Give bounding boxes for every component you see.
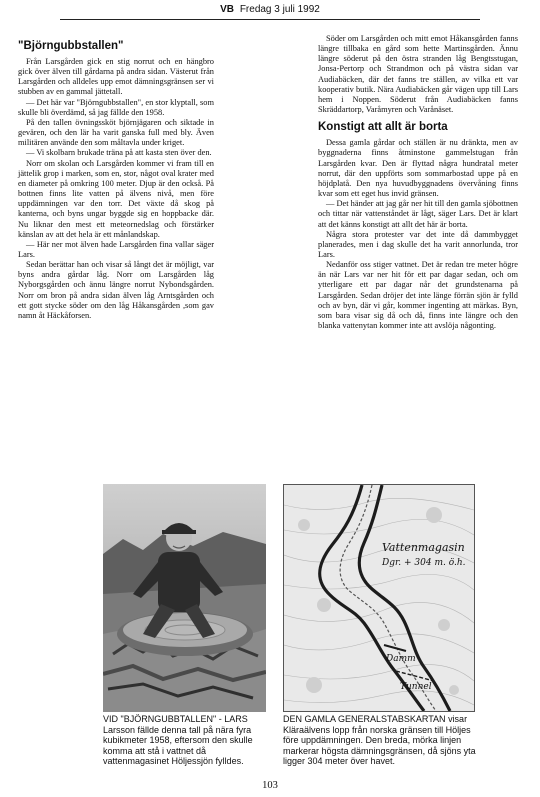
article-paragraph: Nedanför oss stiger vattnet. Det är redan tre meter högre än när Lars var ner hit för ett par dagar sedan, och om ytterligare ett par dagar når det grundstenarna på Larsgården. Sedan dröjer det inte länge förrän sjön är fylld och av byn, där vi går, kommer ingenting att märkas. Byn, som bara visar sig då och då, finns inte längre och den blanka vattenytan kommer inte att avslöja någonting. [318, 260, 518, 331]
article-paragraph: — Vi skolbarn brukade träna på att kasta sten över den. [26, 148, 212, 158]
article-title-konstigt: Konstigt att allt är borta [318, 121, 448, 134]
article-paragraph: Från Larsgården gick en stig norrut och en hängbro gick över älven till gårdarna på andra sidan. Västerut från Larsgården och alldeles upp emot dämningsgränsen ser vi stubben av en gammal jättetall. [18, 57, 214, 97]
article-paragraph: — Här ner mot älven hade Larsgården fina vallar säger Lars. [18, 239, 214, 259]
article-paragraph: Norr om skolan och Larsgården kommer vi fram till en jättelik grop i marken, som en, stor, något oval krater med en diameter på omkring 100 meter. Djup är den också. På bottnen finns lite vatten på älvens nivå, men före uppdämningen var den torr. Det växte då skog på kanterna, och byns ungar byggde sig en hoppbacke där. Nu liknar den mest ett meteornedslag och förstärker känslan av att det hela är ett månlandskap. [18, 158, 214, 239]
caption-right-lead: DEN GAMLA GENERALSTABSKARTAN [283, 714, 446, 724]
article-paragraph: — Det händer att jag går ner hit till den gamla sjöbottnen och tittar när vattenståndet är lågt, säger Lars. Det är klart att det känns konstigt att allt det här är borta. [318, 199, 518, 229]
caption-left-text: Larsson fällde denna tall på nära fyra kubikmeter 1958, eftersom den skulle komma att stå i vattnet då vattenmagasinet Höljessjön fylldes. [103, 724, 253, 767]
caption-right-text: visar Kläraälvens lopp från norska gränsen till Höljes före uppdämningen. Den breda, mörka linjen markerar högsta dämningsgränsen, då sjöns yta ligger 304 meter över havet. [283, 714, 476, 767]
caption-left-lead: VID "BJÖRNGUBBTALLEN" - LARS [103, 714, 248, 724]
header-divider [60, 19, 480, 20]
page-header [0, 4, 540, 16]
article-paragraph: Dessa gamla gårdar och ställen är nu dränkta, men av byggnaderna finns åtminstone gammelstugan från Larsgården kvar. Den är flyttad några hundratal meter norrut, där den uppförts som sommarbostad uppe på en höjdplatå. Den nya huvudbyggnadens övervåning finns kvar som ett eget hus invid gränsen. [318, 138, 518, 199]
article-title-bjorngubbstallen: "Björngubbstallen" [18, 40, 124, 52]
newspaper-brand: VB [220, 4, 235, 15]
article-paragraph: På den tallen övningssköt björnjägaren och siktade in gevären, och den lär ha varit ganska full med bly. Även militären använde den som måltavla under kriget. [18, 117, 214, 148]
photo-illustration [103, 484, 266, 712]
caption-left [103, 714, 273, 767]
caption-right [283, 714, 483, 767]
article-paragraph: Söder om Larsgården och mitt emot Håkansgården fanns längre tillbaka en gård som hette Martinsgården. Ännu längre söderut på den östra stranden låg Bengtsstugan, Jonsa-Pertorp och Strandmon och på västra sidan var Audiabäcken, där det fanns tre ställen, av vilka ett var kooperativ butik. Nära Audiabäcken går vägen upp till Lars hem i Noppen. Söderut från Audiabäcken fanns Skräddartorp, Varåmyren och Varånäset. [318, 34, 518, 115]
photo-man-on-stump [103, 484, 266, 712]
map-label-tunnel: Tunnel [400, 682, 432, 692]
right-column [318, 34, 518, 331]
issue-date: Fredag 3 juli 1992 [239, 4, 320, 15]
article-paragraph: Sedan berättar han och visar så långt det är möjligt, var byns andra gårdar låg. Norr om Larsgården låg Nyborgsgården och ännu längre norrut Nybondsgården. Norr om bron på andra sidan älven låg Arntsgården och ett gott stycke söder om den låg Håkansgården ,som gav namn åt Häckåforsen. [18, 260, 214, 320]
map-label-dgr: Dgr. + 304 m. ö.h. [382, 558, 466, 568]
map-generalstabskartan [283, 484, 475, 712]
article-paragraph: Några stora protester var det inte då dammbygget planerades, men i dag skulle det ha varit annorlunda, tror Lars. [318, 229, 518, 259]
page-number: 103 [262, 780, 278, 791]
article-paragraph: — Det här var "Björngubbstallen", en stor klyptall, som skulle bli överdämd, så jag fällde den 1958. [18, 97, 214, 117]
map-label-damm: Damm [386, 654, 416, 664]
left-column [18, 34, 214, 321]
map-illustration [284, 485, 474, 711]
map-label-magasin: Vattenmagasin [382, 541, 465, 554]
